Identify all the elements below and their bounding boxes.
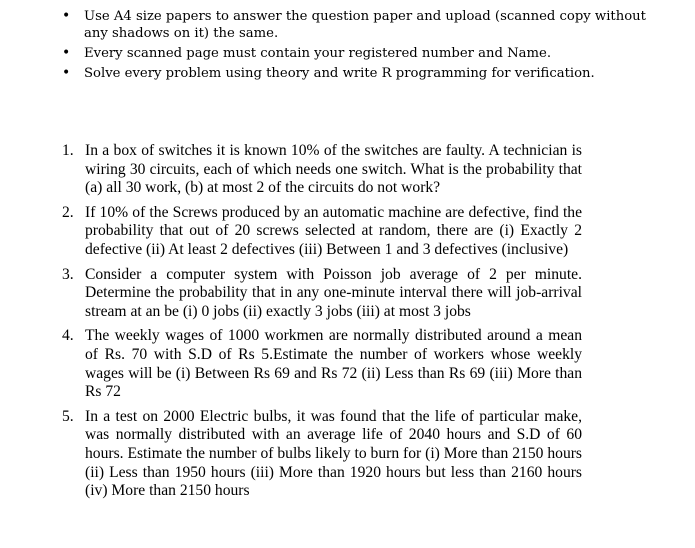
instruction-item <box>62 65 662 82</box>
question-item <box>62 142 582 198</box>
question-text: In a test on 2000 Electric bulbs, it was found that the life of particular make, was normally distributed with an average life of 2040 hours and S.D of 60 hours. Estimate the number of bulbs likely to burn for (i) More than 2150 hours (ii) Less than 1950 hours (iii) More than 1920 hours but less than 2160 hours (iv) More than 2150 hours <box>85 407 582 500</box>
instruction-item <box>62 8 662 42</box>
instructions-list <box>62 8 662 85</box>
bullet-icon: • <box>62 45 71 61</box>
question-item <box>62 327 582 401</box>
instruction-text: Solve every problem using theory and write R programming for verification. <box>84 66 595 81</box>
question-text: In a box of switches it is known 10% of the switches are faulty. A technician is wiring 30 circuits, each of which needs one switch. What is the probability that (a) all 30 work, (b) at most 2 of the circuits do not work? <box>85 142 582 197</box>
question-text: If 10% of the Screws produced by an automatic machine are defective, find the probability that out of 20 screws selected at random, there are (i) Exactly 2 defective (ii) At least 2 defectives (iii) Between 1 and 3 defectives (inclusive) <box>85 203 582 258</box>
question-number: 2. <box>62 203 74 221</box>
question-number: 4. <box>62 327 74 345</box>
bullet-icon: • <box>62 8 71 24</box>
question-text: Consider a computer system with Poisson job average of 2 per minute. Determine the probability that in any one-minute interval there will job-arrival stream at an be (i) 0 jobs (ii) exactly 3 jobs (iii) at most 3 jobs <box>85 265 582 320</box>
bullet-icon: • <box>62 65 71 81</box>
question-number: 5. <box>62 407 74 425</box>
question-number: 3. <box>62 265 74 283</box>
question-item <box>62 266 582 322</box>
question-text: The weekly wages of 1000 workmen are normally distributed around a mean of Rs. 70 with S.D of Rs 5.Estimate the number of workers whose weekly wages will be (i) Between Rs 69 and Rs 72 (ii) Less than Rs 69 (iii) More than Rs 72 <box>85 327 582 401</box>
instruction-text: Use A4 size papers to answer the question paper and upload (scanned copy without any shadows on it) the same. <box>84 9 646 41</box>
questions-list <box>62 142 582 507</box>
question-item <box>62 204 582 260</box>
question-item <box>62 408 582 501</box>
question-number: 1. <box>62 142 74 159</box>
instruction-item <box>62 45 662 62</box>
instruction-text: Every scanned page must contain your registered number and Name. <box>84 46 552 61</box>
